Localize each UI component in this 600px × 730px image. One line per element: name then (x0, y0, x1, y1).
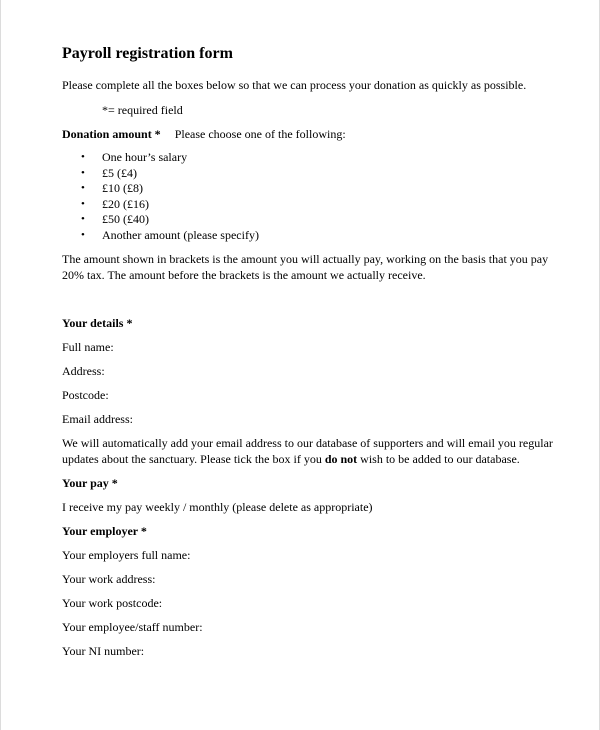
bullet-icon: • (81, 228, 85, 241)
postcode-field[interactable]: Postcode: (62, 387, 109, 402)
donation-option[interactable]: • £5 (£4) (81, 165, 137, 180)
your-details-heading: Your details * (62, 315, 133, 330)
work-address-field[interactable]: Your work address: (62, 571, 156, 586)
donation-option[interactable]: • Another amount (please specify) (81, 227, 259, 242)
form-content (62, 44, 567, 667)
bullet-icon: • (81, 213, 85, 226)
your-employer-heading: Your employer * (62, 523, 147, 538)
donation-option[interactable]: • £10 (£8) (81, 181, 143, 196)
donation-option[interactable]: • £50 (£40) (81, 212, 149, 227)
donation-heading-line (62, 126, 567, 142)
bullet-icon: • (81, 166, 85, 179)
required-field-note: *= required field (102, 103, 183, 117)
ni-number-field[interactable]: Your NI number: (62, 643, 145, 658)
bullet-icon: • (81, 182, 85, 195)
full-name-field[interactable]: Full name: (62, 339, 114, 354)
donation-label: Donation amount * (62, 127, 161, 141)
address-field[interactable]: Address: (62, 363, 105, 378)
bullet-icon: • (81, 197, 85, 210)
donation-option[interactable]: • £20 (£16) (81, 196, 149, 211)
your-pay-heading: Your pay * (62, 475, 118, 490)
donation-options-list (62, 150, 567, 244)
donation-prompt: Please choose one of the following: (174, 127, 346, 141)
bullet-icon: • (81, 151, 85, 163)
work-postcode-field[interactable]: Your work postcode: (62, 595, 163, 610)
email-field[interactable]: Email address: (62, 411, 133, 426)
donation-option[interactable]: • One hour’s salary (81, 150, 188, 164)
tax-note: The amount shown in brackets is the amount you will actually pay, working on the basis that you pay 20% tax. The amount before the brackets is the amount we actually receive. (62, 251, 549, 282)
page-title: Payroll registration form (62, 45, 233, 62)
pay-frequency-field[interactable]: I receive my pay weekly / monthly (please delete as appropriate) (62, 499, 373, 514)
email-consent-text: We will automatically add your email address to our database of supporters and will email you regular updates about the sanctuary. Please tick the box if you do not wish to be added to our database. (62, 435, 553, 466)
staff-number-field[interactable]: Your employee/staff number: (62, 619, 203, 634)
employer-name-field[interactable]: Your employers full name: (62, 547, 191, 562)
intro-text: Please complete all the boxes below so that we can process your donation as quickly as possible. (62, 78, 527, 92)
